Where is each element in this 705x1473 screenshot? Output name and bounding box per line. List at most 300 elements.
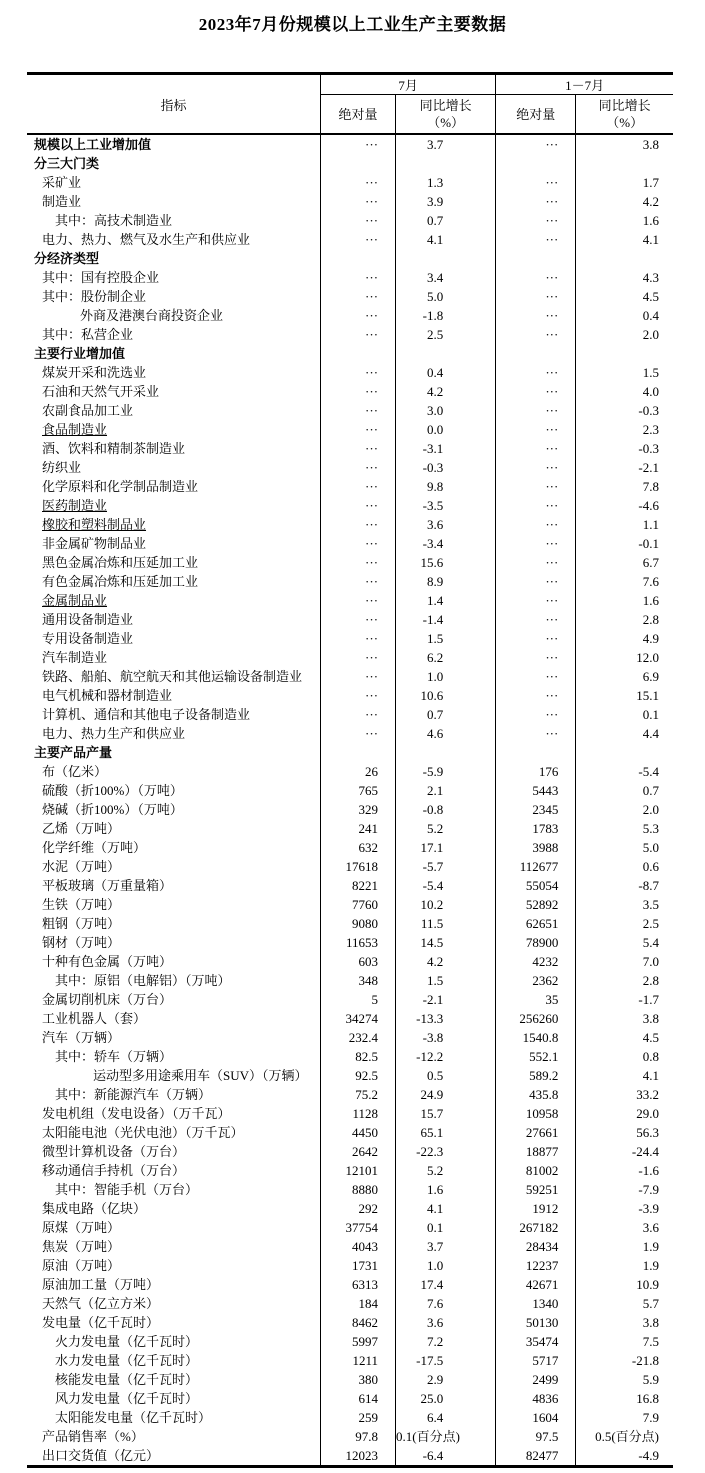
value-cell: -3.9 — [576, 1199, 673, 1218]
value-cell: -3.8 — [396, 1028, 496, 1047]
value-cell: -8.7 — [576, 876, 673, 895]
indicator-label: 十种有色金属（万吨） — [42, 954, 173, 969]
value-cell: ··· — [320, 686, 395, 705]
indicator-label: 电力、热力生产和供应业 — [42, 726, 186, 741]
indicator-label: 乙烯（万吨） — [42, 821, 121, 836]
indicator-label: 其中：国有控股企业 — [42, 270, 160, 285]
table-row — [27, 1028, 673, 1047]
indicator-link[interactable]: 医药制造业 — [42, 498, 108, 513]
value-cell: ··· — [320, 591, 395, 610]
value-cell: ··· — [496, 515, 576, 534]
value-cell: -3.1 — [396, 439, 496, 458]
value-cell: 292 — [320, 1199, 395, 1218]
value-cell: ··· — [496, 667, 576, 686]
value-cell: 97.5 — [496, 1427, 576, 1446]
value-cell: 16.8 — [576, 1389, 673, 1408]
value-cell: 0.4 — [576, 306, 673, 325]
indicator-label: 其中：私营企业 — [42, 327, 134, 342]
indicator-label: 通用设备制造业 — [42, 612, 134, 627]
indicator-label: 规模以上工业增加值 — [34, 137, 152, 152]
value-cell: 7.8 — [576, 477, 673, 496]
value-cell: 0.7 — [576, 781, 673, 800]
table-row — [27, 648, 673, 667]
value-cell: -17.5 — [396, 1351, 496, 1370]
value-cell: 7.0 — [576, 952, 673, 971]
value-cell: 176 — [496, 762, 576, 781]
indicator-link[interactable]: 金属制品业 — [42, 593, 108, 608]
value-cell: 6.2 — [396, 648, 496, 667]
value-cell: 1.9 — [576, 1237, 673, 1256]
table-row — [27, 1275, 673, 1294]
value-cell: 3.8 — [576, 1009, 673, 1028]
value-cell: -5.9 — [396, 762, 496, 781]
table-row — [27, 1218, 673, 1237]
industrial-production-table — [27, 72, 673, 1468]
value-cell: 259 — [320, 1408, 395, 1427]
value-cell: 348 — [320, 971, 395, 990]
value-cell: 1128 — [320, 1104, 395, 1123]
indicator-label: 天然气（亿立方米） — [42, 1296, 160, 1311]
table-row — [27, 705, 673, 724]
value-cell: 11653 — [320, 933, 395, 952]
value-cell: ··· — [320, 477, 395, 496]
value-cell: 2499 — [496, 1370, 576, 1389]
table-row — [27, 819, 673, 838]
value-cell: 2.3 — [576, 420, 673, 439]
value-cell — [320, 743, 395, 762]
value-cell: 435.8 — [496, 1085, 576, 1104]
value-cell: 82477 — [496, 1446, 576, 1467]
table-row — [27, 952, 673, 971]
value-cell: 4.0 — [576, 382, 673, 401]
value-cell: ··· — [320, 534, 395, 553]
value-cell: 56.3 — [576, 1123, 673, 1142]
value-cell: 1.9 — [576, 1256, 673, 1275]
indicator-label: 铁路、船舶、航空航天和其他运输设备制造业 — [42, 669, 303, 684]
table-row — [27, 800, 673, 819]
value-cell: 0.1 — [396, 1218, 496, 1237]
value-cell: 10.2 — [396, 895, 496, 914]
indicator-label: 移动通信手持机（万台） — [42, 1163, 186, 1178]
value-cell — [396, 154, 496, 173]
value-cell: 1731 — [320, 1256, 395, 1275]
value-cell: 603 — [320, 952, 395, 971]
value-cell: 1.6 — [576, 211, 673, 230]
value-cell: 2.1 — [396, 781, 496, 800]
value-cell: 5717 — [496, 1351, 576, 1370]
table-row — [27, 1142, 673, 1161]
indicator-label: 采矿业 — [42, 175, 82, 190]
value-cell: 3.7 — [396, 1237, 496, 1256]
value-cell: 4.5 — [576, 287, 673, 306]
table-row — [27, 420, 673, 439]
value-cell: 4.5 — [576, 1028, 673, 1047]
value-cell: 2.0 — [576, 325, 673, 344]
page-title: 2023年7月份规模以上工业生产主要数据 — [198, 15, 507, 34]
value-cell: 92.5 — [320, 1066, 395, 1085]
value-cell: 0.7 — [396, 705, 496, 724]
value-cell: ··· — [320, 572, 395, 591]
value-cell — [396, 344, 496, 363]
value-cell: -21.8 — [576, 1351, 673, 1370]
value-cell — [396, 743, 496, 762]
table-body — [27, 134, 673, 1467]
value-cell: ··· — [496, 230, 576, 249]
value-cell: 1.5 — [576, 363, 673, 382]
value-cell: ··· — [496, 705, 576, 724]
value-cell: 3.9 — [396, 192, 496, 211]
col-header-indicator: 指标 — [160, 97, 187, 113]
value-cell: ··· — [320, 230, 395, 249]
value-cell: 380 — [320, 1370, 395, 1389]
indicator-label: 其中：轿车（万辆） — [55, 1049, 173, 1064]
value-cell: 11.5 — [396, 914, 496, 933]
value-cell: 3.0 — [396, 401, 496, 420]
table-row — [27, 287, 673, 306]
value-cell: 8462 — [320, 1313, 395, 1332]
value-cell: ··· — [496, 477, 576, 496]
value-cell: 1.1 — [576, 515, 673, 534]
value-cell: ··· — [496, 325, 576, 344]
value-cell: 42671 — [496, 1275, 576, 1294]
value-cell: 10.6 — [396, 686, 496, 705]
value-cell — [576, 249, 673, 268]
indicator-label: 工业机器人（套） — [42, 1011, 147, 1026]
value-cell: ··· — [496, 686, 576, 705]
value-cell: ··· — [496, 591, 576, 610]
table-row — [27, 154, 673, 173]
value-cell: 4836 — [496, 1389, 576, 1408]
value-cell: 27661 — [496, 1123, 576, 1142]
indicator-label: 水泥（万吨） — [42, 859, 121, 874]
value-cell: -1.7 — [576, 990, 673, 1009]
value-cell: 1.0 — [396, 1256, 496, 1275]
value-cell: 17618 — [320, 857, 395, 876]
value-cell: ··· — [320, 439, 395, 458]
value-cell: ··· — [496, 287, 576, 306]
value-cell: 52892 — [496, 895, 576, 914]
table-row — [27, 1123, 673, 1142]
value-cell: 0.4 — [396, 363, 496, 382]
value-cell: 3.5 — [576, 895, 673, 914]
value-cell: 75.2 — [320, 1085, 395, 1104]
indicator-label: 汽车制造业 — [42, 650, 108, 665]
value-cell: 552.1 — [496, 1047, 576, 1066]
value-cell: 1783 — [496, 819, 576, 838]
indicator-label: 计算机、通信和其他电子设备制造业 — [42, 707, 251, 722]
value-cell: 6.9 — [576, 667, 673, 686]
value-cell: 25.0 — [396, 1389, 496, 1408]
value-cell: 1912 — [496, 1199, 576, 1218]
table-row — [27, 724, 673, 743]
value-cell: ··· — [496, 306, 576, 325]
indicator-label: 原煤（万吨） — [42, 1220, 121, 1235]
table-row — [27, 325, 673, 344]
table-row — [27, 781, 673, 800]
value-cell: ··· — [320, 458, 395, 477]
value-cell: 5.2 — [396, 819, 496, 838]
value-cell: ··· — [320, 553, 395, 572]
table-row — [27, 477, 673, 496]
value-cell: ··· — [496, 458, 576, 477]
table-row — [27, 515, 673, 534]
indicator-label: 太阳能电池（光伏电池）（万千瓦） — [42, 1125, 244, 1140]
value-cell: 632 — [320, 838, 395, 857]
value-cell — [496, 154, 576, 173]
value-cell: ··· — [320, 325, 395, 344]
value-cell: ··· — [320, 287, 395, 306]
indicator-label: 外商及港澳台商投资企业 — [80, 308, 224, 323]
table-row — [27, 667, 673, 686]
value-cell: 4.1 — [576, 230, 673, 249]
table-row — [27, 363, 673, 382]
value-cell — [320, 154, 395, 173]
indicator-label: 硫酸（折100%）（万吨） — [42, 783, 183, 798]
value-cell: 5.2 — [396, 1161, 496, 1180]
value-cell: 5.3 — [576, 819, 673, 838]
value-cell: 614 — [320, 1389, 395, 1408]
value-cell: 8221 — [320, 876, 395, 895]
value-cell: 33.2 — [576, 1085, 673, 1104]
value-cell: 50130 — [496, 1313, 576, 1332]
table-row — [27, 1427, 673, 1446]
indicator-label: 其中：原铝（电解铝）（万吨） — [55, 973, 231, 988]
value-cell: ··· — [496, 211, 576, 230]
table-row — [27, 1047, 673, 1066]
value-cell — [576, 154, 673, 173]
value-cell: 9080 — [320, 914, 395, 933]
indicator-label: 电力、热力、燃气及水生产和供应业 — [42, 232, 251, 247]
value-cell: 7760 — [320, 895, 395, 914]
table-row — [27, 553, 673, 572]
table-row — [27, 211, 673, 230]
value-cell — [496, 344, 576, 363]
value-cell: 0.6 — [576, 857, 673, 876]
value-cell: 0.8 — [576, 1047, 673, 1066]
value-cell: ··· — [320, 724, 395, 743]
indicator-label: 产品销售率（%） — [42, 1429, 144, 1444]
value-cell: 62651 — [496, 914, 576, 933]
indicator-label: 化学原料和化学制品制造业 — [42, 479, 199, 494]
value-cell: -0.3 — [576, 439, 673, 458]
value-cell: 35 — [496, 990, 576, 1009]
value-cell: 2362 — [496, 971, 576, 990]
indicator-label: 电气机械和器材制造业 — [42, 688, 173, 703]
value-cell: 1211 — [320, 1351, 395, 1370]
value-cell: 14.5 — [396, 933, 496, 952]
value-cell: -22.3 — [396, 1142, 496, 1161]
value-cell: 4.9 — [576, 629, 673, 648]
value-cell: 10.9 — [576, 1275, 673, 1294]
value-cell: ··· — [320, 705, 395, 724]
yoy-growth-label: 同比增长 — [598, 98, 651, 113]
value-cell: ··· — [320, 268, 395, 287]
value-cell: 37754 — [320, 1218, 395, 1237]
table-row — [27, 382, 673, 401]
value-cell: ··· — [496, 439, 576, 458]
indicator-label: 粗钢（万吨） — [42, 916, 121, 931]
value-cell: 184 — [320, 1294, 395, 1313]
value-cell: ··· — [320, 192, 395, 211]
value-cell: 3.8 — [576, 134, 673, 154]
indicator-label: 焦炭（万吨） — [42, 1239, 121, 1254]
table-row — [27, 743, 673, 762]
table-row — [27, 686, 673, 705]
indicator-link[interactable]: 食品制造业 — [42, 422, 108, 437]
value-cell: 4.2 — [396, 952, 496, 971]
table-row — [27, 1256, 673, 1275]
indicator-label: 非金属矿物制品业 — [42, 536, 147, 551]
value-cell: 2.8 — [576, 610, 673, 629]
value-cell: ··· — [496, 553, 576, 572]
value-cell: 5443 — [496, 781, 576, 800]
indicator-label: 其中：高技术制造业 — [55, 213, 173, 228]
indicator-label: 微型计算机设备（万台） — [42, 1144, 186, 1159]
table-row — [27, 838, 673, 857]
value-cell: 24.9 — [396, 1085, 496, 1104]
value-cell: 1.6 — [576, 591, 673, 610]
value-cell: 0.0 — [396, 420, 496, 439]
value-cell: ··· — [496, 382, 576, 401]
value-cell: 12237 — [496, 1256, 576, 1275]
table-row — [27, 306, 673, 325]
value-cell: 82.5 — [320, 1047, 395, 1066]
indicator-label: 发电机组（发电设备）（万千瓦） — [42, 1106, 231, 1121]
col-header-absolute-janjul: 绝对量 — [496, 95, 576, 135]
value-cell: 15.6 — [396, 553, 496, 572]
value-cell: 3988 — [496, 838, 576, 857]
table-row — [27, 1408, 673, 1427]
value-cell: 256260 — [496, 1009, 576, 1028]
table-row — [27, 534, 673, 553]
table-row — [27, 762, 673, 781]
table-row — [27, 610, 673, 629]
value-cell: 1.0 — [396, 667, 496, 686]
value-cell: 1.5 — [396, 971, 496, 990]
table-row — [27, 895, 673, 914]
value-cell: 7.6 — [576, 572, 673, 591]
table-row — [27, 401, 673, 420]
value-cell: -6.4 — [396, 1446, 496, 1467]
value-cell: 78900 — [496, 933, 576, 952]
value-cell: ··· — [496, 724, 576, 743]
table-row — [27, 933, 673, 952]
value-cell: 8880 — [320, 1180, 395, 1199]
col-header-july: 7月 — [320, 74, 495, 95]
indicator-label: 制造业 — [42, 194, 82, 209]
indicator-label: 生铁（万吨） — [42, 897, 121, 912]
value-cell: -1.8 — [396, 306, 496, 325]
yoy-unit-label: （%） — [427, 115, 465, 130]
value-cell: 5.9 — [576, 1370, 673, 1389]
value-cell: ··· — [320, 401, 395, 420]
value-cell: 26 — [320, 762, 395, 781]
value-cell: 4450 — [320, 1123, 395, 1142]
indicator-label: 其中：智能手机（万台） — [55, 1182, 199, 1197]
value-cell: 112677 — [496, 857, 576, 876]
value-cell: 0.1(百分点) — [396, 1427, 496, 1446]
value-cell: 12023 — [320, 1446, 395, 1467]
value-cell: 6.4 — [396, 1408, 496, 1427]
value-cell: 35474 — [496, 1332, 576, 1351]
value-cell: 3.7 — [396, 134, 496, 154]
value-cell: -5.4 — [576, 762, 673, 781]
indicator-label: 纺织业 — [42, 460, 82, 475]
table-row — [27, 1180, 673, 1199]
table-row — [27, 1161, 673, 1180]
table-row — [27, 1332, 673, 1351]
indicator-label: 水力发电量（亿千瓦时） — [55, 1353, 199, 1368]
value-cell — [320, 344, 395, 363]
indicator-label: 核能发电量（亿千瓦时） — [55, 1372, 199, 1387]
value-cell: -2.1 — [396, 990, 496, 1009]
value-cell: -7.9 — [576, 1180, 673, 1199]
indicator-label: 煤炭开采和洗选业 — [42, 365, 147, 380]
value-cell: ··· — [496, 629, 576, 648]
table-header — [27, 74, 673, 135]
value-cell: ··· — [320, 211, 395, 230]
value-cell: 34274 — [320, 1009, 395, 1028]
value-cell: ··· — [496, 192, 576, 211]
value-cell: -0.3 — [396, 458, 496, 477]
indicator-label: 原油（万吨） — [42, 1258, 121, 1273]
value-cell: -2.1 — [576, 458, 673, 477]
value-cell: 7.6 — [396, 1294, 496, 1313]
table-row — [27, 1370, 673, 1389]
table-row — [27, 1294, 673, 1313]
value-cell: 2.5 — [396, 325, 496, 344]
value-cell: 97.8 — [320, 1427, 395, 1446]
value-cell: 0.5(百分点) — [576, 1427, 673, 1446]
table-row — [27, 971, 673, 990]
table-row — [27, 1313, 673, 1332]
value-cell: 29.0 — [576, 1104, 673, 1123]
value-cell — [396, 249, 496, 268]
col-header-absolute-july: 绝对量 — [320, 95, 395, 135]
value-cell: ··· — [496, 401, 576, 420]
value-cell: 28434 — [496, 1237, 576, 1256]
table-row — [27, 629, 673, 648]
indicator-label: 主要产品产量 — [34, 745, 113, 760]
value-cell: 3.6 — [396, 515, 496, 534]
value-cell: -1.6 — [576, 1161, 673, 1180]
value-cell: 12.0 — [576, 648, 673, 667]
value-cell: 5997 — [320, 1332, 395, 1351]
value-cell: ··· — [320, 306, 395, 325]
table-row — [27, 134, 673, 154]
value-cell: 6.7 — [576, 553, 673, 572]
value-cell: 1.5 — [396, 629, 496, 648]
indicator-link[interactable]: 橡胶和塑料制品业 — [42, 517, 147, 532]
indicator-label: 风力发电量（亿千瓦时） — [55, 1391, 199, 1406]
value-cell: 4232 — [496, 952, 576, 971]
value-cell: 8.9 — [396, 572, 496, 591]
value-cell: 1604 — [496, 1408, 576, 1427]
value-cell: ··· — [320, 667, 395, 686]
value-cell: ··· — [496, 572, 576, 591]
indicator-label: 其中：新能源汽车（万辆） — [55, 1087, 212, 1102]
value-cell: 765 — [320, 781, 395, 800]
value-cell: 5.0 — [396, 287, 496, 306]
yoy-unit-label: （%） — [606, 115, 644, 130]
value-cell: ··· — [320, 629, 395, 648]
table-row — [27, 458, 673, 477]
indicator-label: 专用设备制造业 — [42, 631, 134, 646]
indicator-label: 石油和天然气开采业 — [42, 384, 160, 399]
value-cell: 65.1 — [396, 1123, 496, 1142]
value-cell: 10958 — [496, 1104, 576, 1123]
indicator-label: 化学纤维（万吨） — [42, 840, 147, 855]
